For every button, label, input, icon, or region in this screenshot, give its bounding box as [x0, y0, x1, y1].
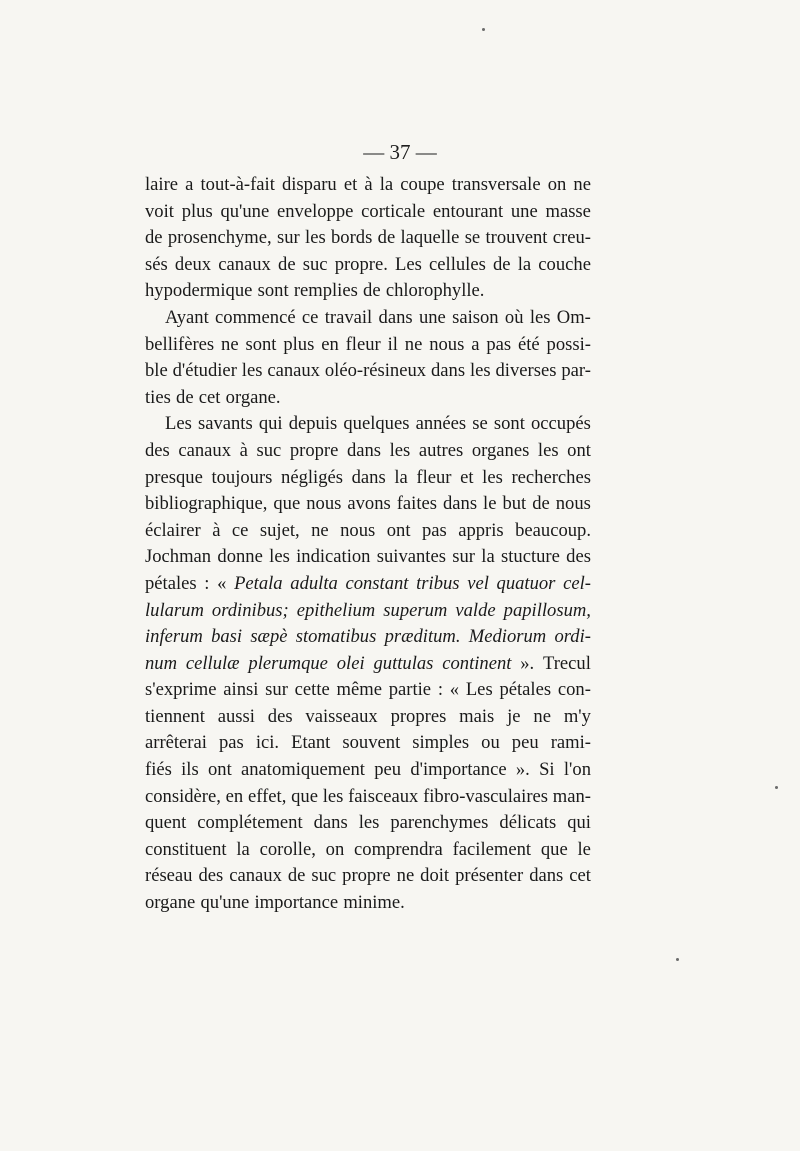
word: les: [537, 439, 559, 461]
word: lularum: [145, 599, 204, 621]
word: la: [481, 546, 495, 568]
word: autres: [418, 439, 464, 461]
word: continent: [442, 652, 512, 674]
word: en: [225, 785, 244, 807]
word: présenter: [455, 865, 524, 887]
text-line: [145, 332, 591, 359]
word: recherches: [511, 466, 591, 488]
word: diverses: [495, 360, 557, 382]
paper-speck: [482, 28, 485, 31]
word: qu'une: [200, 892, 250, 914]
word: une: [510, 200, 538, 222]
word: sur: [452, 546, 475, 568]
paper-speck: [775, 786, 778, 789]
word: basi: [211, 626, 243, 648]
word: stucture: [501, 546, 560, 568]
word: et: [343, 174, 358, 195]
word: olei: [336, 652, 365, 674]
word: canaux: [178, 439, 232, 461]
word: ce: [231, 519, 249, 541]
word: cellules: [429, 253, 486, 275]
word: bords: [331, 227, 373, 249]
word: guttulas: [373, 652, 434, 674]
word: une: [418, 306, 446, 328]
word: rami-: [550, 732, 591, 754]
word: coupe: [400, 174, 445, 195]
word: oléo-résineux: [324, 360, 427, 382]
word: d'étudier: [172, 360, 237, 382]
word: deux: [174, 253, 212, 275]
word: corolle,: [259, 838, 316, 860]
word: ainsi: [223, 679, 259, 701]
word: peu: [511, 732, 539, 754]
word: ordinibus;: [211, 599, 289, 621]
word: fleur: [345, 333, 381, 355]
word: tribus: [416, 572, 460, 594]
word: appris: [458, 519, 504, 541]
word: pas: [486, 333, 512, 355]
word: ordi-: [554, 626, 591, 648]
word: masse: [545, 200, 591, 222]
word: les: [529, 306, 551, 328]
word: sés: [145, 253, 168, 275]
word: :: [204, 572, 210, 594]
word: les: [389, 439, 411, 461]
word: des: [145, 439, 170, 461]
word: commencé: [215, 306, 296, 328]
word: cel-: [563, 572, 591, 594]
word: enveloppe: [276, 200, 354, 222]
word: le: [483, 493, 497, 515]
text-line: [145, 730, 591, 757]
word: depuis: [288, 413, 338, 435]
text-line: [145, 651, 591, 678]
word: doit: [420, 865, 450, 887]
word: Etant: [291, 732, 331, 754]
word: donne: [217, 546, 263, 568]
word: voit: [145, 200, 174, 222]
text-line: [145, 278, 591, 305]
word: entourant: [432, 200, 504, 222]
word: les: [305, 227, 326, 249]
word: arrêterai: [145, 732, 207, 754]
text-line: [145, 225, 591, 252]
word: organe: [145, 892, 196, 914]
word: propres: [390, 705, 447, 727]
word: ne: [396, 865, 415, 887]
word: trouvent: [485, 227, 548, 249]
text-line: [145, 810, 591, 837]
word: ne: [404, 333, 423, 355]
word: Ayant: [165, 306, 209, 328]
word: canaux: [218, 253, 271, 275]
word: mais: [459, 705, 495, 727]
text-line: [145, 837, 591, 864]
word: il: [387, 333, 398, 355]
word: sur: [265, 679, 288, 701]
word: ble: [145, 360, 168, 382]
word: peu: [374, 759, 402, 781]
word: vaisseaux: [305, 705, 378, 727]
text-line: [145, 385, 591, 412]
text-line: [145, 890, 591, 917]
word: qui: [258, 413, 283, 435]
word: à: [239, 439, 248, 461]
word: cet: [198, 386, 221, 408]
word: canaux: [267, 360, 320, 382]
word: Mediorum: [468, 626, 547, 648]
word: suivantes: [376, 546, 446, 568]
word: indication: [296, 546, 371, 568]
word: propre: [289, 439, 339, 461]
word: complétement: [197, 812, 303, 834]
word: hypodermique: [145, 280, 253, 302]
text-line: [145, 863, 591, 890]
word: m'y: [563, 705, 591, 727]
word: quelques: [343, 413, 410, 435]
word: comprendra: [354, 838, 443, 860]
text-line: [145, 199, 591, 226]
word: fleur: [416, 466, 452, 488]
word: Om-: [556, 306, 591, 328]
body-text: [145, 172, 591, 917]
word: les: [322, 785, 344, 807]
word: adulta: [290, 572, 338, 594]
word: pas: [218, 732, 244, 754]
word: suc: [256, 439, 282, 461]
text-line: [145, 704, 591, 731]
word: faites: [396, 493, 437, 515]
word: dans: [313, 812, 348, 834]
page-number: — 37 —: [363, 140, 437, 164]
word: de: [145, 227, 163, 249]
word: nous: [555, 493, 591, 515]
word: presque: [145, 466, 203, 488]
word: savants: [197, 413, 253, 435]
word: travail: [324, 306, 373, 328]
word: but: [502, 493, 527, 515]
word: Jochman: [145, 546, 212, 568]
word: faisceaux: [348, 785, 419, 807]
word: d'importance: [410, 759, 507, 781]
word: de: [363, 280, 381, 302]
word: dans: [351, 466, 386, 488]
word: qu'une: [220, 200, 270, 222]
word: nous: [306, 493, 342, 515]
word: avons: [347, 493, 391, 515]
word: præditum.: [384, 626, 461, 648]
paper-speck: [676, 958, 679, 961]
word: saison: [452, 306, 499, 328]
word: les: [482, 466, 503, 488]
word: transversale: [451, 174, 541, 195]
word: tout-à-fait: [200, 174, 275, 195]
word: plus: [283, 333, 315, 355]
word: bibliographique,: [145, 493, 268, 515]
word: ne: [573, 174, 591, 195]
word: fibro-vasculaires: [423, 785, 548, 807]
word: de: [493, 253, 511, 275]
text-line: [145, 252, 591, 279]
word: éclairer: [145, 519, 201, 541]
text-line: [145, 677, 591, 704]
word: :: [437, 679, 443, 701]
word: à: [364, 174, 373, 195]
word: ne: [311, 519, 329, 541]
text-line: [145, 784, 591, 811]
word: propre.: [334, 253, 388, 275]
text-line: [145, 491, 591, 518]
word: des: [267, 705, 293, 727]
word: dans: [529, 865, 564, 887]
word: délicats: [499, 812, 557, 834]
word: ont: [207, 759, 232, 781]
word: Trecul: [543, 652, 591, 674]
word: a: [471, 333, 480, 355]
word: effet,: [247, 785, 287, 807]
word: ce: [301, 306, 319, 328]
word: se: [472, 413, 488, 435]
word: qui: [567, 812, 591, 834]
word: vel: [467, 572, 489, 594]
word: man-: [552, 785, 591, 807]
word: de: [176, 386, 194, 408]
word: simples: [412, 732, 470, 754]
word: quatuor: [496, 572, 556, 594]
word: cette: [294, 679, 330, 701]
word: on: [325, 838, 345, 860]
word: les: [358, 812, 380, 834]
word: suc: [311, 865, 337, 887]
word: aussi: [217, 705, 255, 727]
word: plerumque: [248, 652, 328, 674]
word: en: [321, 333, 339, 355]
word: été: [517, 333, 540, 355]
text-line: [145, 305, 591, 332]
word: quent: [145, 812, 187, 834]
word: dans: [346, 439, 382, 461]
word: que: [540, 838, 568, 860]
word: ont: [386, 519, 411, 541]
word: valde: [455, 599, 496, 621]
word: Les: [165, 413, 192, 435]
word: beaucoup.: [515, 519, 591, 541]
text-line: [145, 358, 591, 385]
word: facilement: [452, 838, 532, 860]
word: laquelle: [400, 227, 460, 249]
word: fiés: [145, 759, 172, 781]
word: num: [145, 652, 178, 674]
word: ».: [515, 759, 530, 781]
word: importance: [254, 892, 339, 914]
word: nous: [340, 519, 376, 541]
word: l'on: [563, 759, 591, 781]
word: possi-: [546, 333, 591, 355]
word: ne: [221, 333, 239, 355]
word: par-: [561, 360, 591, 382]
word: creu-: [552, 227, 591, 249]
word: papillosum,: [503, 599, 591, 621]
word: constant: [345, 572, 409, 594]
text-line: [145, 438, 591, 465]
word: con-: [557, 679, 591, 701]
text-line: [145, 598, 591, 625]
word: epithelium: [296, 599, 376, 621]
word: sæpè: [250, 626, 288, 648]
word: la: [394, 466, 408, 488]
word: ils: [181, 759, 199, 781]
word: sont: [245, 333, 277, 355]
text-line: [145, 172, 591, 199]
word: ont: [567, 439, 591, 461]
word: plus: [181, 200, 213, 222]
word: constituent: [145, 838, 227, 860]
word: à: [212, 519, 221, 541]
word: de: [278, 253, 296, 275]
word: de: [287, 865, 306, 887]
word: considère,: [145, 785, 221, 807]
word: anatomiquement: [241, 759, 365, 781]
word: les: [469, 360, 491, 382]
word: réseau: [145, 865, 193, 887]
word: années: [415, 413, 467, 435]
word: occupés: [531, 413, 591, 435]
word: cellulæ: [185, 652, 240, 674]
word: négligés: [281, 466, 343, 488]
word: Les: [395, 253, 422, 275]
word: cet: [569, 865, 591, 887]
word: pétales: [145, 572, 197, 594]
word: s'exprime: [145, 679, 217, 701]
word: de: [377, 227, 396, 249]
word: remplies: [293, 280, 358, 302]
word: que: [291, 785, 318, 807]
word: la: [379, 174, 394, 195]
word: bellifères: [145, 333, 215, 355]
word: organe.: [225, 386, 281, 408]
word: suc: [302, 253, 328, 275]
word: sont: [257, 280, 289, 302]
word: ».: [520, 652, 535, 674]
word: ties: [145, 386, 171, 408]
word: couche: [538, 253, 591, 275]
text-line: [145, 624, 591, 651]
text-line: [145, 544, 591, 571]
word: canaux: [229, 865, 282, 887]
word: dans: [378, 306, 413, 328]
word: «: [217, 572, 227, 594]
word: Petala: [234, 572, 283, 594]
word: ou: [481, 732, 500, 754]
word: chlorophylle.: [385, 280, 485, 302]
word: ici.: [255, 732, 280, 754]
word: prosenchyme,: [167, 227, 272, 249]
word: disparu: [281, 174, 337, 195]
word: partie: [388, 679, 432, 701]
word: les: [269, 546, 290, 568]
word: minime.: [343, 892, 405, 914]
word: des: [566, 546, 591, 568]
word: souvent: [342, 732, 401, 754]
word: dans: [442, 493, 478, 515]
word: les: [241, 360, 263, 382]
word: et: [460, 466, 474, 488]
word: la: [236, 838, 250, 860]
word: stomatibus: [295, 626, 377, 648]
word: a: [185, 174, 194, 195]
word: «: [449, 679, 460, 701]
word: nous: [429, 333, 465, 355]
word: on: [547, 174, 567, 195]
word: pas: [421, 519, 447, 541]
word: propre: [342, 865, 391, 887]
text-line: [145, 411, 591, 438]
text-line: [145, 465, 591, 492]
word: corticale: [361, 200, 426, 222]
word: que: [273, 493, 301, 515]
word: où: [504, 306, 524, 328]
text-line: [145, 518, 591, 545]
word: la: [517, 253, 532, 275]
word: organes: [471, 439, 530, 461]
word: Si: [539, 759, 555, 781]
word: toujours: [211, 466, 273, 488]
word: parenchymes: [390, 812, 489, 834]
word: de: [532, 493, 550, 515]
word: des: [198, 865, 224, 887]
word: sont: [493, 413, 525, 435]
word: ne: [533, 705, 551, 727]
word: tiennent: [145, 705, 205, 727]
word: laire: [145, 174, 179, 195]
word: inferum: [145, 626, 203, 648]
text-line: [145, 757, 591, 784]
word: je: [507, 705, 521, 727]
text-line: [145, 571, 591, 598]
word: Les: [465, 679, 493, 701]
word: superum: [383, 599, 448, 621]
word: sujet,: [259, 519, 300, 541]
word: dans: [430, 360, 466, 382]
word: se: [464, 227, 481, 249]
word: sur: [276, 227, 300, 249]
word: pétales: [499, 679, 552, 701]
word: même: [336, 679, 382, 701]
word: le: [577, 838, 591, 860]
